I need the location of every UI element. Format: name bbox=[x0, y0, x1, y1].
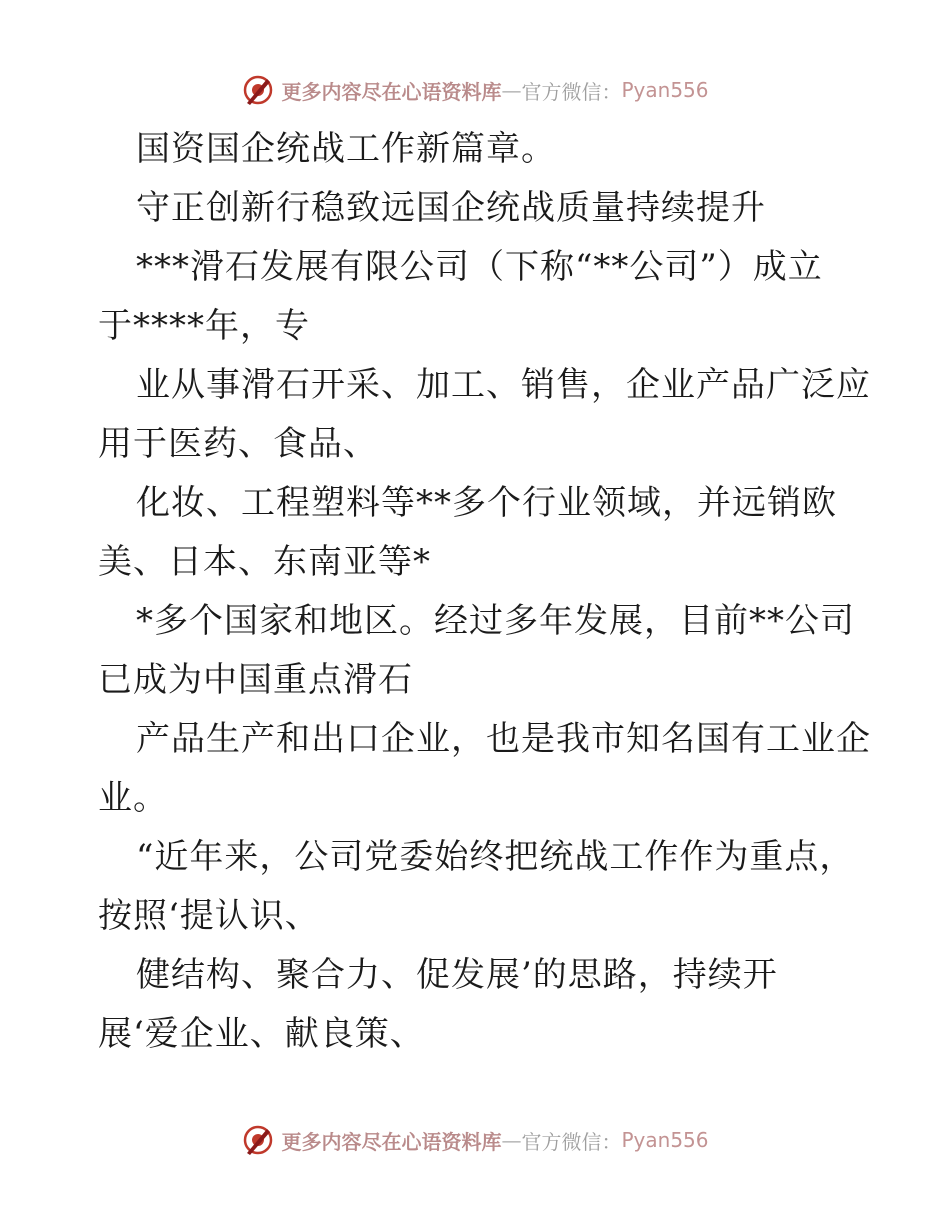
banner-wechat-label: 官方微信： bbox=[521, 79, 622, 104]
text-line: 健结构、聚合力、促发展’的思路，持续开 bbox=[136, 955, 778, 995]
text-line: ***滑石发展有限公司（下称“**公司”）成立 bbox=[136, 247, 823, 287]
text-line: 业从事滑石开采、加工、销售，企业产品广泛应 bbox=[136, 365, 871, 405]
text-line: 展‘爱企业、献良策、 bbox=[98, 1014, 425, 1054]
text-line: 化妆、工程塑料等**多个行业领域，并远销欧 bbox=[136, 483, 837, 523]
text-line: 已成为中国重点滑石 bbox=[98, 660, 413, 700]
banner-wechat-label: 官方微信： bbox=[521, 1129, 622, 1154]
banner-separator: — bbox=[501, 78, 522, 102]
banner-wechat-id: Pyan556 bbox=[621, 1128, 709, 1152]
text-line: 守正创新行稳致远国企统战质量持续提升 bbox=[136, 188, 766, 228]
text-line: 于****年，专 bbox=[98, 306, 310, 346]
text-line: 产品生产和出口企业，也是我市知名国有工业企 bbox=[136, 719, 871, 759]
banner-wechat-id: Pyan556 bbox=[621, 78, 709, 102]
pen-logo-icon bbox=[241, 1123, 275, 1157]
footer-banner bbox=[0, 1120, 950, 1160]
text-line: 美、日本、东南亚等* bbox=[98, 542, 431, 582]
banner-text: 更多内容尽在心语资料库 bbox=[281, 79, 502, 104]
banner-separator: — bbox=[501, 1128, 522, 1152]
pen-logo-icon bbox=[241, 73, 275, 107]
banner-text: 更多内容尽在心语资料库 bbox=[281, 1129, 502, 1154]
text-line: 国资国企统战工作新篇章。 bbox=[136, 129, 556, 169]
text-line: 用于医药、食品、 bbox=[98, 424, 378, 464]
text-line: “近年来，公司党委始终把统战工作作为重点， bbox=[136, 837, 855, 877]
header-banner bbox=[0, 70, 950, 110]
text-line: 按照‘提认识、 bbox=[98, 896, 320, 936]
text-line: 业。 bbox=[98, 778, 168, 818]
document-body bbox=[98, 120, 871, 1064]
text-line: *多个国家和地区。经过多年发展，目前**公司 bbox=[136, 601, 855, 641]
